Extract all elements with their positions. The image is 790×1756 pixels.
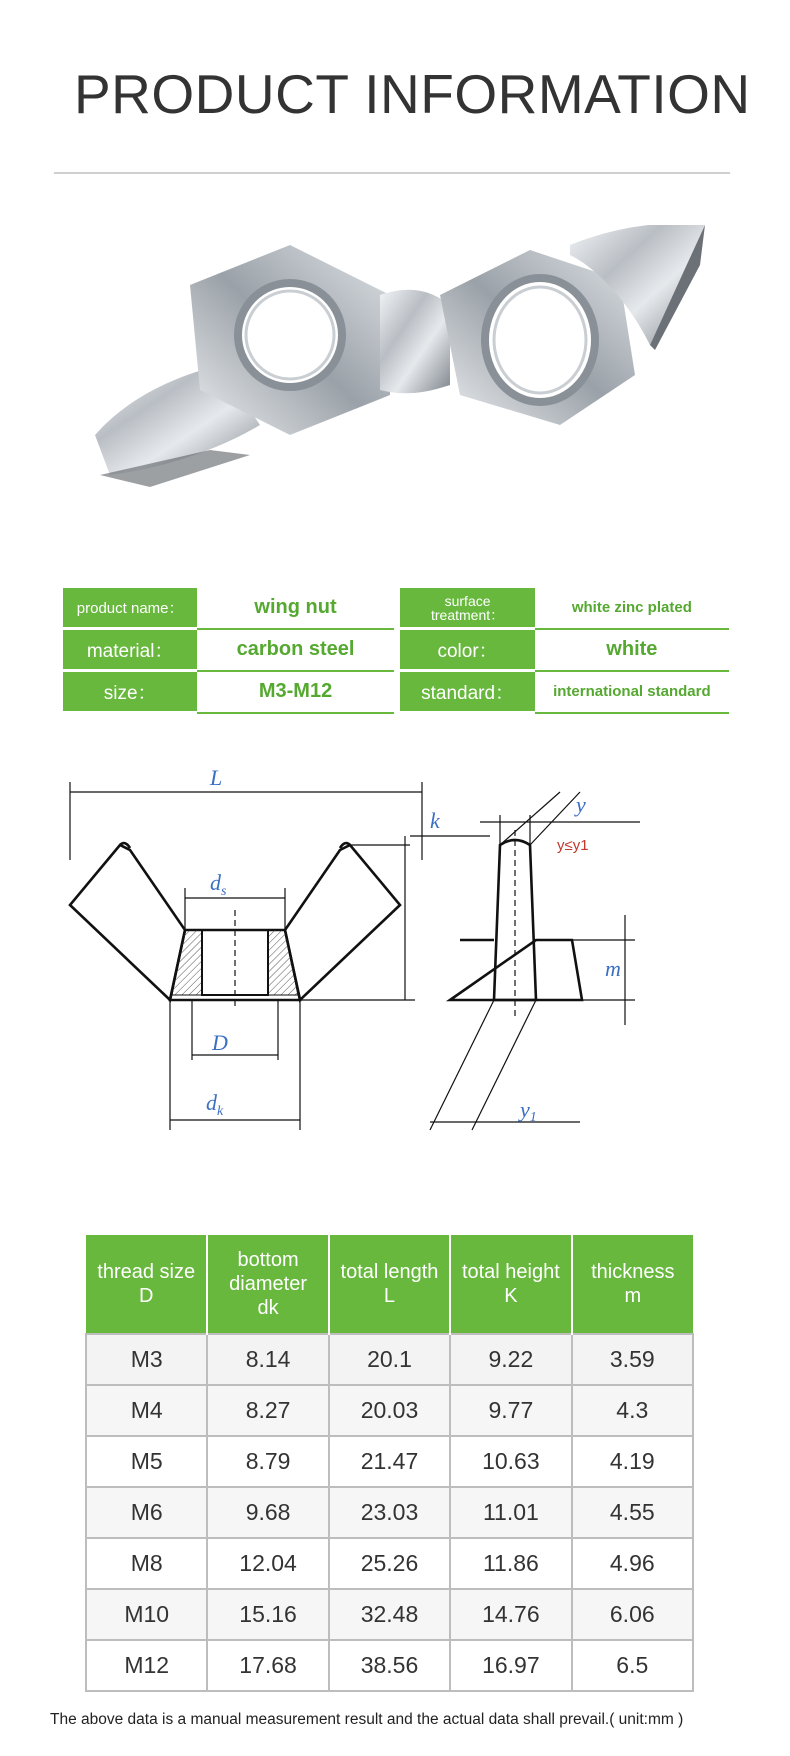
dim-label-y1: y1: [520, 1097, 537, 1125]
table-row: M8 12.04 25.26 11.86 4.96: [86, 1538, 693, 1589]
info-row: [63, 629, 729, 671]
header-bottom-diameter: bottom diameter dk: [207, 1235, 328, 1334]
info-row: [63, 588, 729, 629]
standard-label: standard：: [400, 671, 534, 713]
color-label: color：: [400, 629, 534, 671]
header-thread-size: thread size D: [86, 1235, 207, 1334]
table-row: M10 15.16 32.48 14.76 6.06: [86, 1589, 693, 1640]
material-label: material：: [63, 629, 197, 671]
dim-label-y: y: [576, 792, 586, 817]
header-total-height: total height K: [450, 1235, 571, 1334]
dimension-table: [85, 1235, 694, 1692]
table-row: M3 8.14 20.1 9.22 3.59: [86, 1334, 693, 1385]
dim-label-dk: $d_k$: [206, 1090, 224, 1119]
product-name-label: product name：: [63, 588, 197, 629]
product-info-table: [63, 588, 729, 714]
dim-label-m: m: [605, 956, 621, 981]
table-row: M12 17.68 38.56 16.97 6.5: [86, 1640, 693, 1691]
page-title: PRODUCT INFORMATION: [74, 63, 751, 125]
color-value: white: [535, 629, 729, 671]
size-label: size：: [63, 671, 197, 713]
surface-treatment-label: surface treatment：: [400, 588, 534, 629]
info-row: [63, 671, 729, 713]
size-value: M3-M12: [197, 671, 393, 713]
dim-rule-y-le-y1: y≤y1: [557, 837, 589, 854]
table-row: M6 9.68 23.03 11.01 4.55: [86, 1487, 693, 1538]
dimension-diagram: [60, 770, 720, 1170]
product-name-value: wing nut: [197, 588, 393, 629]
footnote: The above data is a manual measurement result and the actual data shall prevail.( unit:mm ): [50, 1711, 684, 1728]
table-row: M4 8.27 20.03 9.77 4.3: [86, 1385, 693, 1436]
material-value: carbon steel: [197, 629, 393, 671]
product-photo: [90, 225, 710, 515]
dim-label-ds: $d_s$: [210, 870, 227, 899]
table-header-row: [86, 1235, 693, 1334]
standard-value: international standard: [535, 671, 729, 713]
table-row: M5 8.79 21.47 10.63 4.19: [86, 1436, 693, 1487]
title-divider: [54, 172, 730, 174]
dim-label-D: D: [212, 1030, 228, 1055]
header-thickness: thickness m: [572, 1235, 693, 1334]
dim-label-L: L: [210, 770, 223, 790]
surface-treatment-value: white zinc plated: [535, 588, 729, 629]
header-total-length: total length L: [329, 1235, 450, 1334]
dim-label-k: k: [430, 808, 440, 833]
